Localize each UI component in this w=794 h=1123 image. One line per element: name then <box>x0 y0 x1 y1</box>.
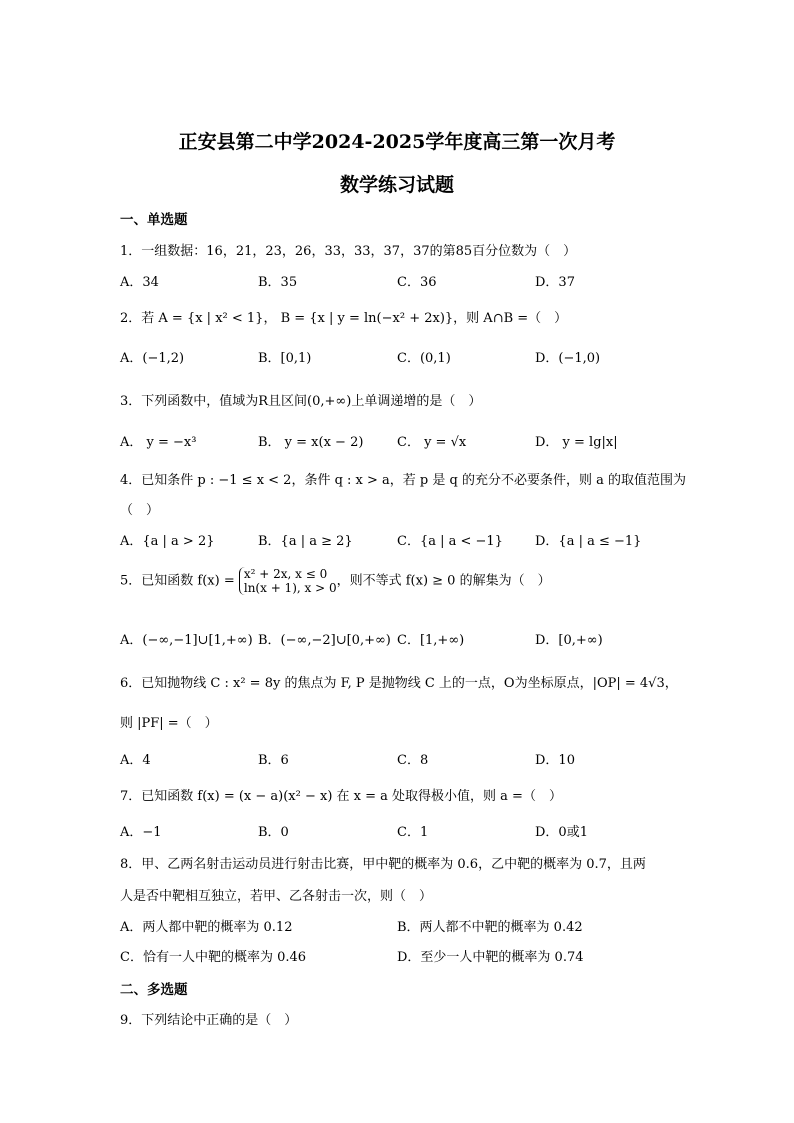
q5-option-c: C．[1,+∞) <box>397 633 465 648</box>
q5-stem-pre: 5．已知函数 f(x) = <box>120 573 235 589</box>
question-1: 1．一组数据：16，21，23，26，33，33，37，37的第85百分位数为（ ） <box>120 244 577 259</box>
q4-option-c: C．{a | a < −1} <box>397 534 503 549</box>
exam-title: 正安县第二中学2024-2025学年度高三第一次月考 <box>178 131 616 153</box>
q3-option-a: A． y = −x³ <box>120 435 197 450</box>
question-4-cont: （ ） <box>120 503 160 518</box>
question-7: 7．已知函数 f(x) = (x − a)(x² − x) 在 x = a 处取得极小值，则 a =（ ） <box>120 789 562 804</box>
q1-option-b: B．35 <box>258 275 298 290</box>
question-4: 4．已知条件 p : −1 ≤ x < 2，条件 q : x > a，若 p 是 q 的充分不必要条件，则 a 的取值范围为 <box>120 473 686 488</box>
exam-subtitle: 数学练习试题 <box>339 174 454 196</box>
q4-option-d: D．{a | a ≤ −1} <box>535 534 642 549</box>
q2-option-d: D．(−1,0) <box>535 351 601 366</box>
question-5 <box>120 567 551 595</box>
q5-option-a: A．(−∞,−1]∪[1,+∞) <box>120 633 253 648</box>
q7-option-a: A．−1 <box>120 825 162 840</box>
q7-option-b: B．0 <box>258 825 289 840</box>
question-8: 8．甲、乙两名射击运动员进行射击比赛，甲中靶的概率为 0.6，乙中靶的概率为 0.7，且两 <box>120 857 646 872</box>
q8-option-c: C．恰有一人中靶的概率为 0.46 <box>120 950 307 965</box>
q2-option-a: A．(−1,2) <box>120 351 185 366</box>
question-9: 9．下列结论中正确的是（ ） <box>120 1013 298 1028</box>
q5-piecewise <box>239 567 337 595</box>
q4-option-a: A．{a | a > 2} <box>120 534 215 549</box>
q3-option-b: B． y = x(x − 2) <box>258 435 364 450</box>
q4-option-b: B．{a | a ≥ 2} <box>258 534 353 549</box>
question-8-cont: 人是否中靶相互独立，若甲、乙各射击一次，则（ ） <box>120 889 433 904</box>
question-2: 2．若 A = {x | x² < 1}， B = {x | y = ln(−x² + 2x)}，则 A∩B =（ ） <box>120 311 568 326</box>
q6-option-b: B．6 <box>258 753 289 768</box>
question-3: 3．下列函数中，值域为R且区间(0,+∞)上单调递增的是（ ） <box>120 394 482 409</box>
q1-option-c: C．36 <box>397 275 437 290</box>
q7-option-d: D．0或1 <box>535 825 588 840</box>
section-multiple-choice: 二、多选题 <box>120 982 188 998</box>
q5-option-b: B．(−∞,−2]∪[0,+∞) <box>258 633 391 648</box>
q5-option-d: D．[0,+∞) <box>535 633 603 648</box>
q3-option-d: D． y = lg|x| <box>535 435 618 450</box>
q1-option-a: A．34 <box>120 275 159 290</box>
q2-option-b: B．[0,1) <box>258 351 312 366</box>
q1-option-d: D．37 <box>535 275 575 290</box>
q5-case-2: ln(x + 1), x > 0 <box>243 581 337 595</box>
q8-option-b: B．两人都不中靶的概率为 0.42 <box>397 920 583 935</box>
q5-case-1: x² + 2x, x ≤ 0 <box>243 567 328 581</box>
q8-option-a: A．两人都中靶的概率为 0.12 <box>120 920 293 935</box>
q5-stem-post: ，则不等式 f(x) ≥ 0 的解集为（ ） <box>336 573 551 589</box>
q6-option-d: D．10 <box>535 753 575 768</box>
section-single-choice: 一、单选题 <box>120 212 188 228</box>
question-6-cont: 则 |PF| =（ ） <box>120 716 218 731</box>
q2-option-c: C．(0,1) <box>397 351 451 366</box>
q6-option-a: A．4 <box>120 753 151 768</box>
q7-option-c: C．1 <box>397 825 429 840</box>
q8-option-d: D．至少一人中靶的概率为 0.74 <box>397 950 584 965</box>
q3-option-c: C． y = √x <box>397 435 467 450</box>
q6-option-c: C．8 <box>397 753 429 768</box>
question-6: 6．已知抛物线 C : x² = 8y 的焦点为 F, P 是抛物线 C 上的一点，O为坐标原点，|OP| = 4√3， <box>120 676 678 691</box>
